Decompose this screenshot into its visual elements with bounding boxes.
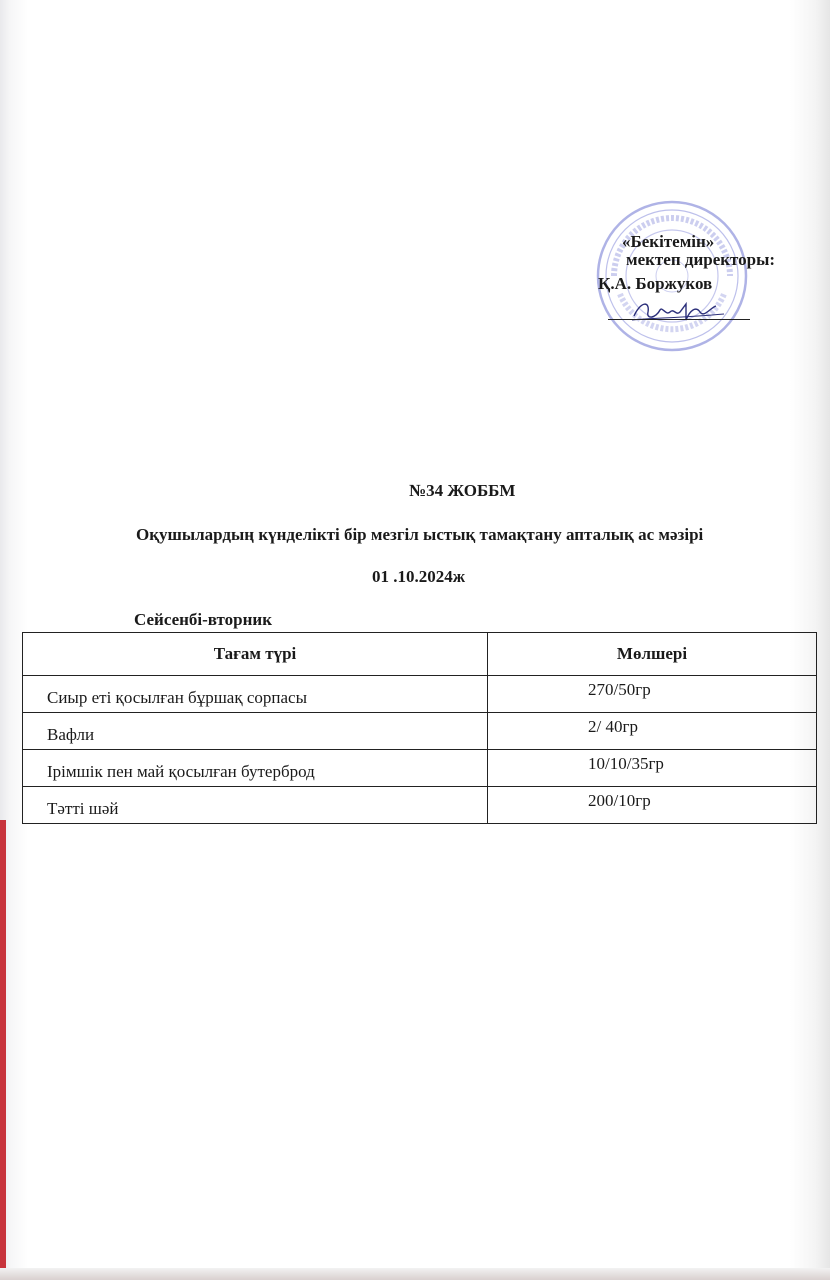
dish-name: Тәтті шәй bbox=[47, 799, 119, 818]
table-row bbox=[23, 787, 817, 824]
dish-quantity: 2/ 40гр bbox=[588, 717, 638, 736]
header-quantity: Мөлшері bbox=[488, 633, 817, 676]
red-edge-strip bbox=[0, 820, 6, 1280]
approval-position: мектеп директоры: bbox=[626, 250, 776, 269]
signature-line bbox=[608, 319, 750, 320]
approval-heading: «Бекітемін» bbox=[622, 232, 715, 251]
menu-day: Сейсенбі-вторник bbox=[134, 610, 273, 629]
menu-table bbox=[22, 632, 817, 824]
dish-name: Сиыр еті қосылған бұршақ сорпасы bbox=[47, 688, 308, 707]
table-row bbox=[23, 713, 817, 750]
menu-date: 01 .10.2024ж bbox=[372, 567, 466, 586]
dish-quantity: 10/10/35гр bbox=[588, 754, 664, 773]
bottom-edge-strip bbox=[0, 1268, 830, 1280]
table-header-row bbox=[23, 633, 817, 676]
signature-icon bbox=[630, 296, 730, 326]
menu-title: Оқушылардың күнделікті бір мезгіл ыстық тамақтану апталық ас мәзірі bbox=[136, 525, 704, 544]
approval-director-name: Қ.А. Боржуков bbox=[598, 274, 713, 293]
dish-name: Ірімшік пен май қосылған бутерброд bbox=[47, 762, 315, 781]
dish-name: Вафли bbox=[47, 725, 95, 744]
header-dish-type: Тағам түрі bbox=[23, 633, 488, 676]
school-name: №34 ЖОББМ bbox=[409, 481, 516, 500]
dish-quantity: 270/50гр bbox=[588, 680, 651, 699]
table-row bbox=[23, 750, 817, 787]
dish-quantity: 200/10гр bbox=[588, 791, 651, 810]
table-row bbox=[23, 676, 817, 713]
